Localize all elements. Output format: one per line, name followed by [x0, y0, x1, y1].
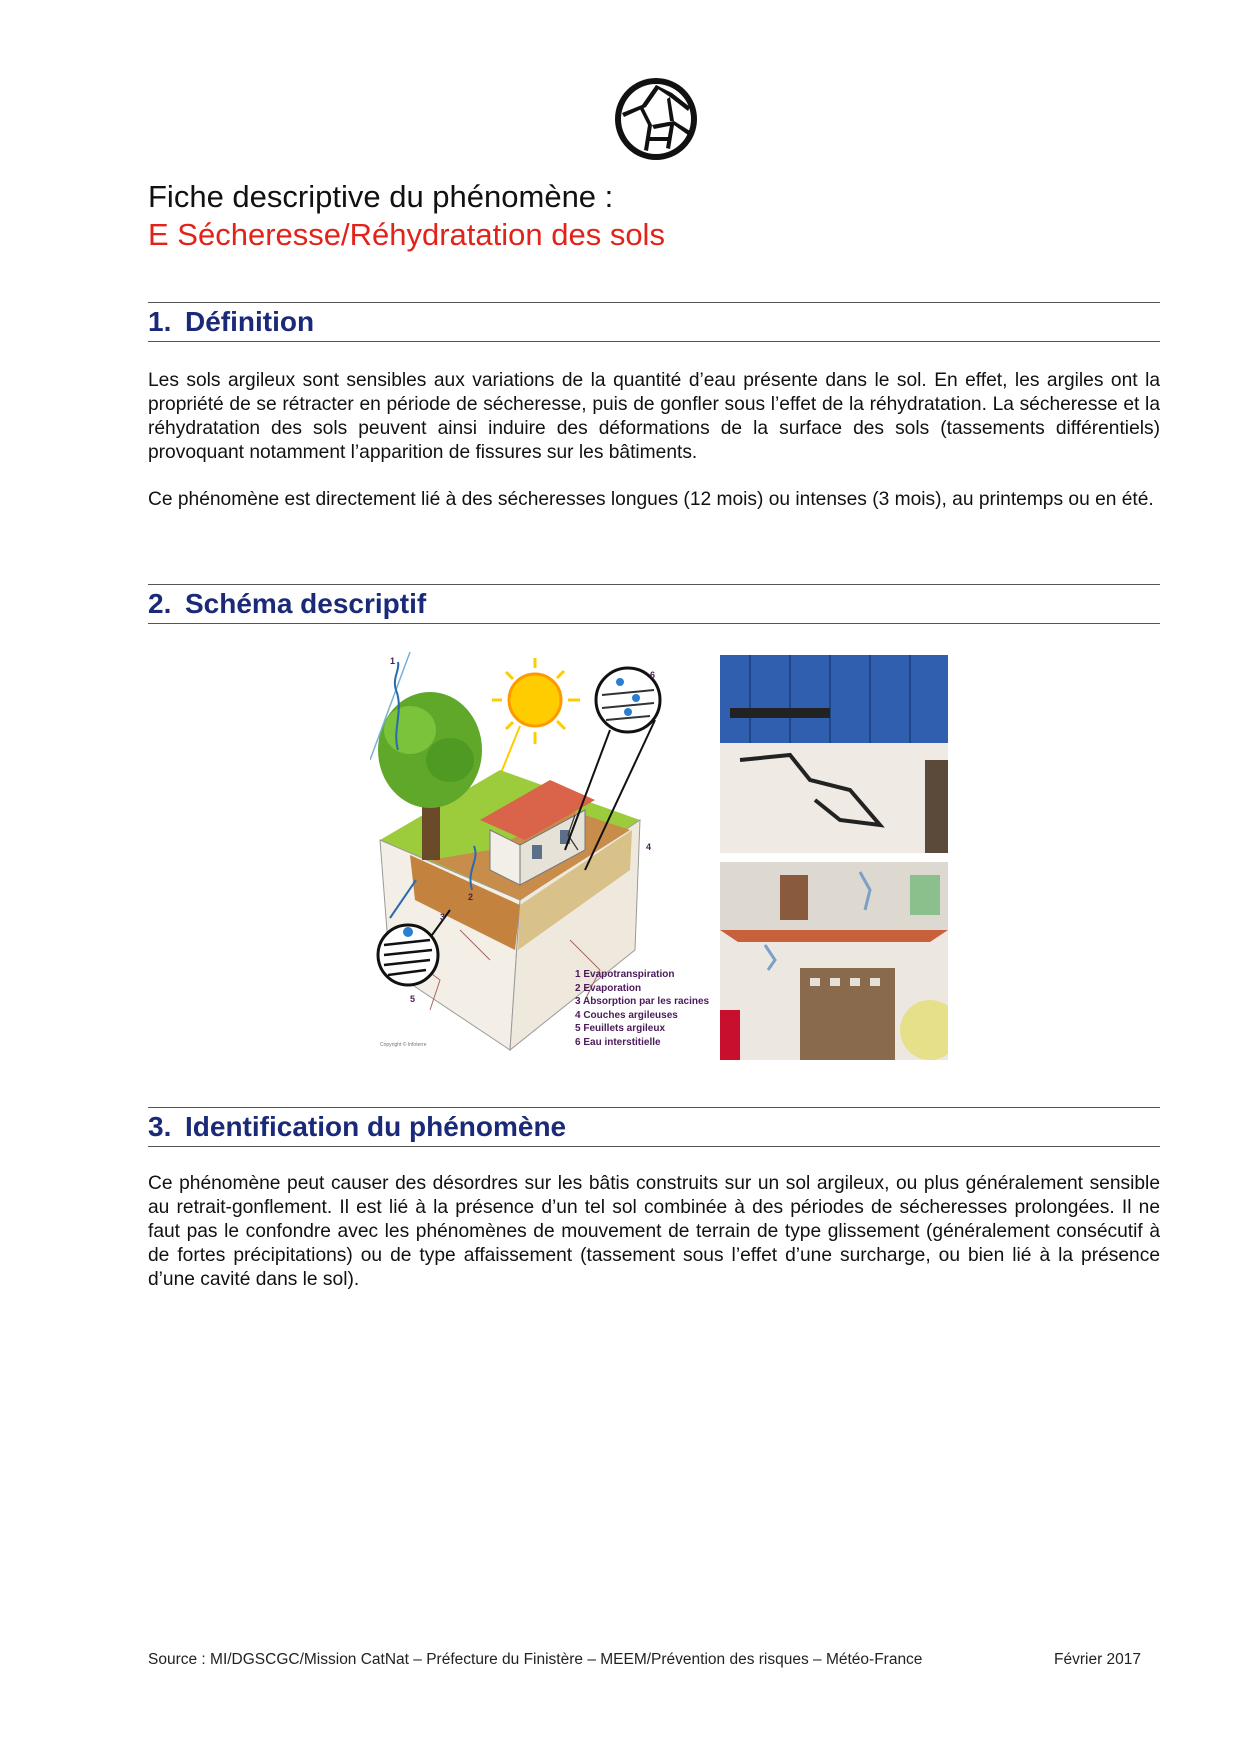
- identification-paragraph: Ce phénomène peut causer des désordres sur les bâtis construits sur un sol argileux, ou plus généralement sensible au retrait-gonflement. Il est lié à la présence d’un tel sol combinée à des périodes de sécheresses prolongées. Il ne faut pas le confondre avec les phénomènes de mouvement de terrain de type glissement (généralement consécutif à de fortes précipitations) ou de type affaissement (tassement sous l’effet d’une surcharge, ou bien lié à la présence d’une cavité dans le sol).: [148, 1173, 1160, 1290]
- definition-paragraph-1: Les sols argileux sont sensibles aux variations de la quantité d’eau présente dans le sol. En effet, les argiles ont la propriété de se rétracter en période de sécheresse, puis de gonfler sous l’effet de la réhydratation. La sécheresse et la réhydratation des sols peuvent ainsi induire des déformations de la surface des sols (tassements différentiels) provoquant notamment l’apparition de fissures sur les bâtiments.: [148, 370, 1160, 463]
- legend-item: 4 Couches argileuses: [575, 1009, 678, 1021]
- legend-item: 1 Evapotranspiration: [575, 969, 675, 980]
- section-title: Schéma descriptif: [185, 588, 427, 619]
- section-number: 2.: [148, 588, 172, 619]
- section-number: 3.: [148, 1111, 172, 1142]
- diagram-label-2: 2: [468, 892, 474, 902]
- diagram-legend: [575, 968, 709, 1049]
- diagram-label-3: 3: [440, 912, 446, 922]
- section-heading-schema: [148, 584, 1160, 624]
- section-title: Définition: [185, 306, 315, 337]
- section-title: Identification du phénomène: [185, 1111, 567, 1142]
- footer-source: Source : MI/DGSCGC/Mission CatNat – Préfecture du Finistère – MEEM/Prévention des risques – Météo-France: [148, 1651, 923, 1668]
- photo-house-facade-icon: [720, 862, 948, 1060]
- legend-item: 2 Evaporation: [575, 982, 642, 994]
- legend-item: 3 Absorption par les racines: [575, 996, 710, 1007]
- footer-date: Février 2017: [1054, 1651, 1142, 1668]
- title-line-2: E Sécheresse/Réhydratation des sols: [148, 217, 665, 252]
- diagram-copyright: Copyright © Infoterre: [380, 1042, 427, 1048]
- descriptive-figure: [370, 650, 948, 1060]
- diagram-label-5: 5: [410, 994, 416, 1004]
- legend-item: 5 Feuillets argileux: [575, 1023, 666, 1034]
- title-line-1: Fiche descriptive du phénomène :: [148, 179, 614, 214]
- section-heading-identification: [148, 1107, 1160, 1147]
- photo-wall-crack-icon: [720, 655, 948, 853]
- cracked-soil-logo-icon: [612, 75, 700, 163]
- definition-paragraph-2: Ce phénomène est directement lié à des sécheresses longues (12 mois) ou intenses (3 mois), au printemps ou en été.: [148, 489, 1154, 510]
- section-heading-definition: [148, 302, 1160, 342]
- section-number: 1.: [148, 306, 172, 337]
- diagram-label-4: 4: [646, 842, 652, 852]
- diagram-label-1: 1: [390, 656, 396, 666]
- diagram-label-6: 6: [650, 670, 656, 680]
- document-title: [148, 178, 1148, 254]
- legend-item: 6 Eau interstitielle: [575, 1036, 661, 1048]
